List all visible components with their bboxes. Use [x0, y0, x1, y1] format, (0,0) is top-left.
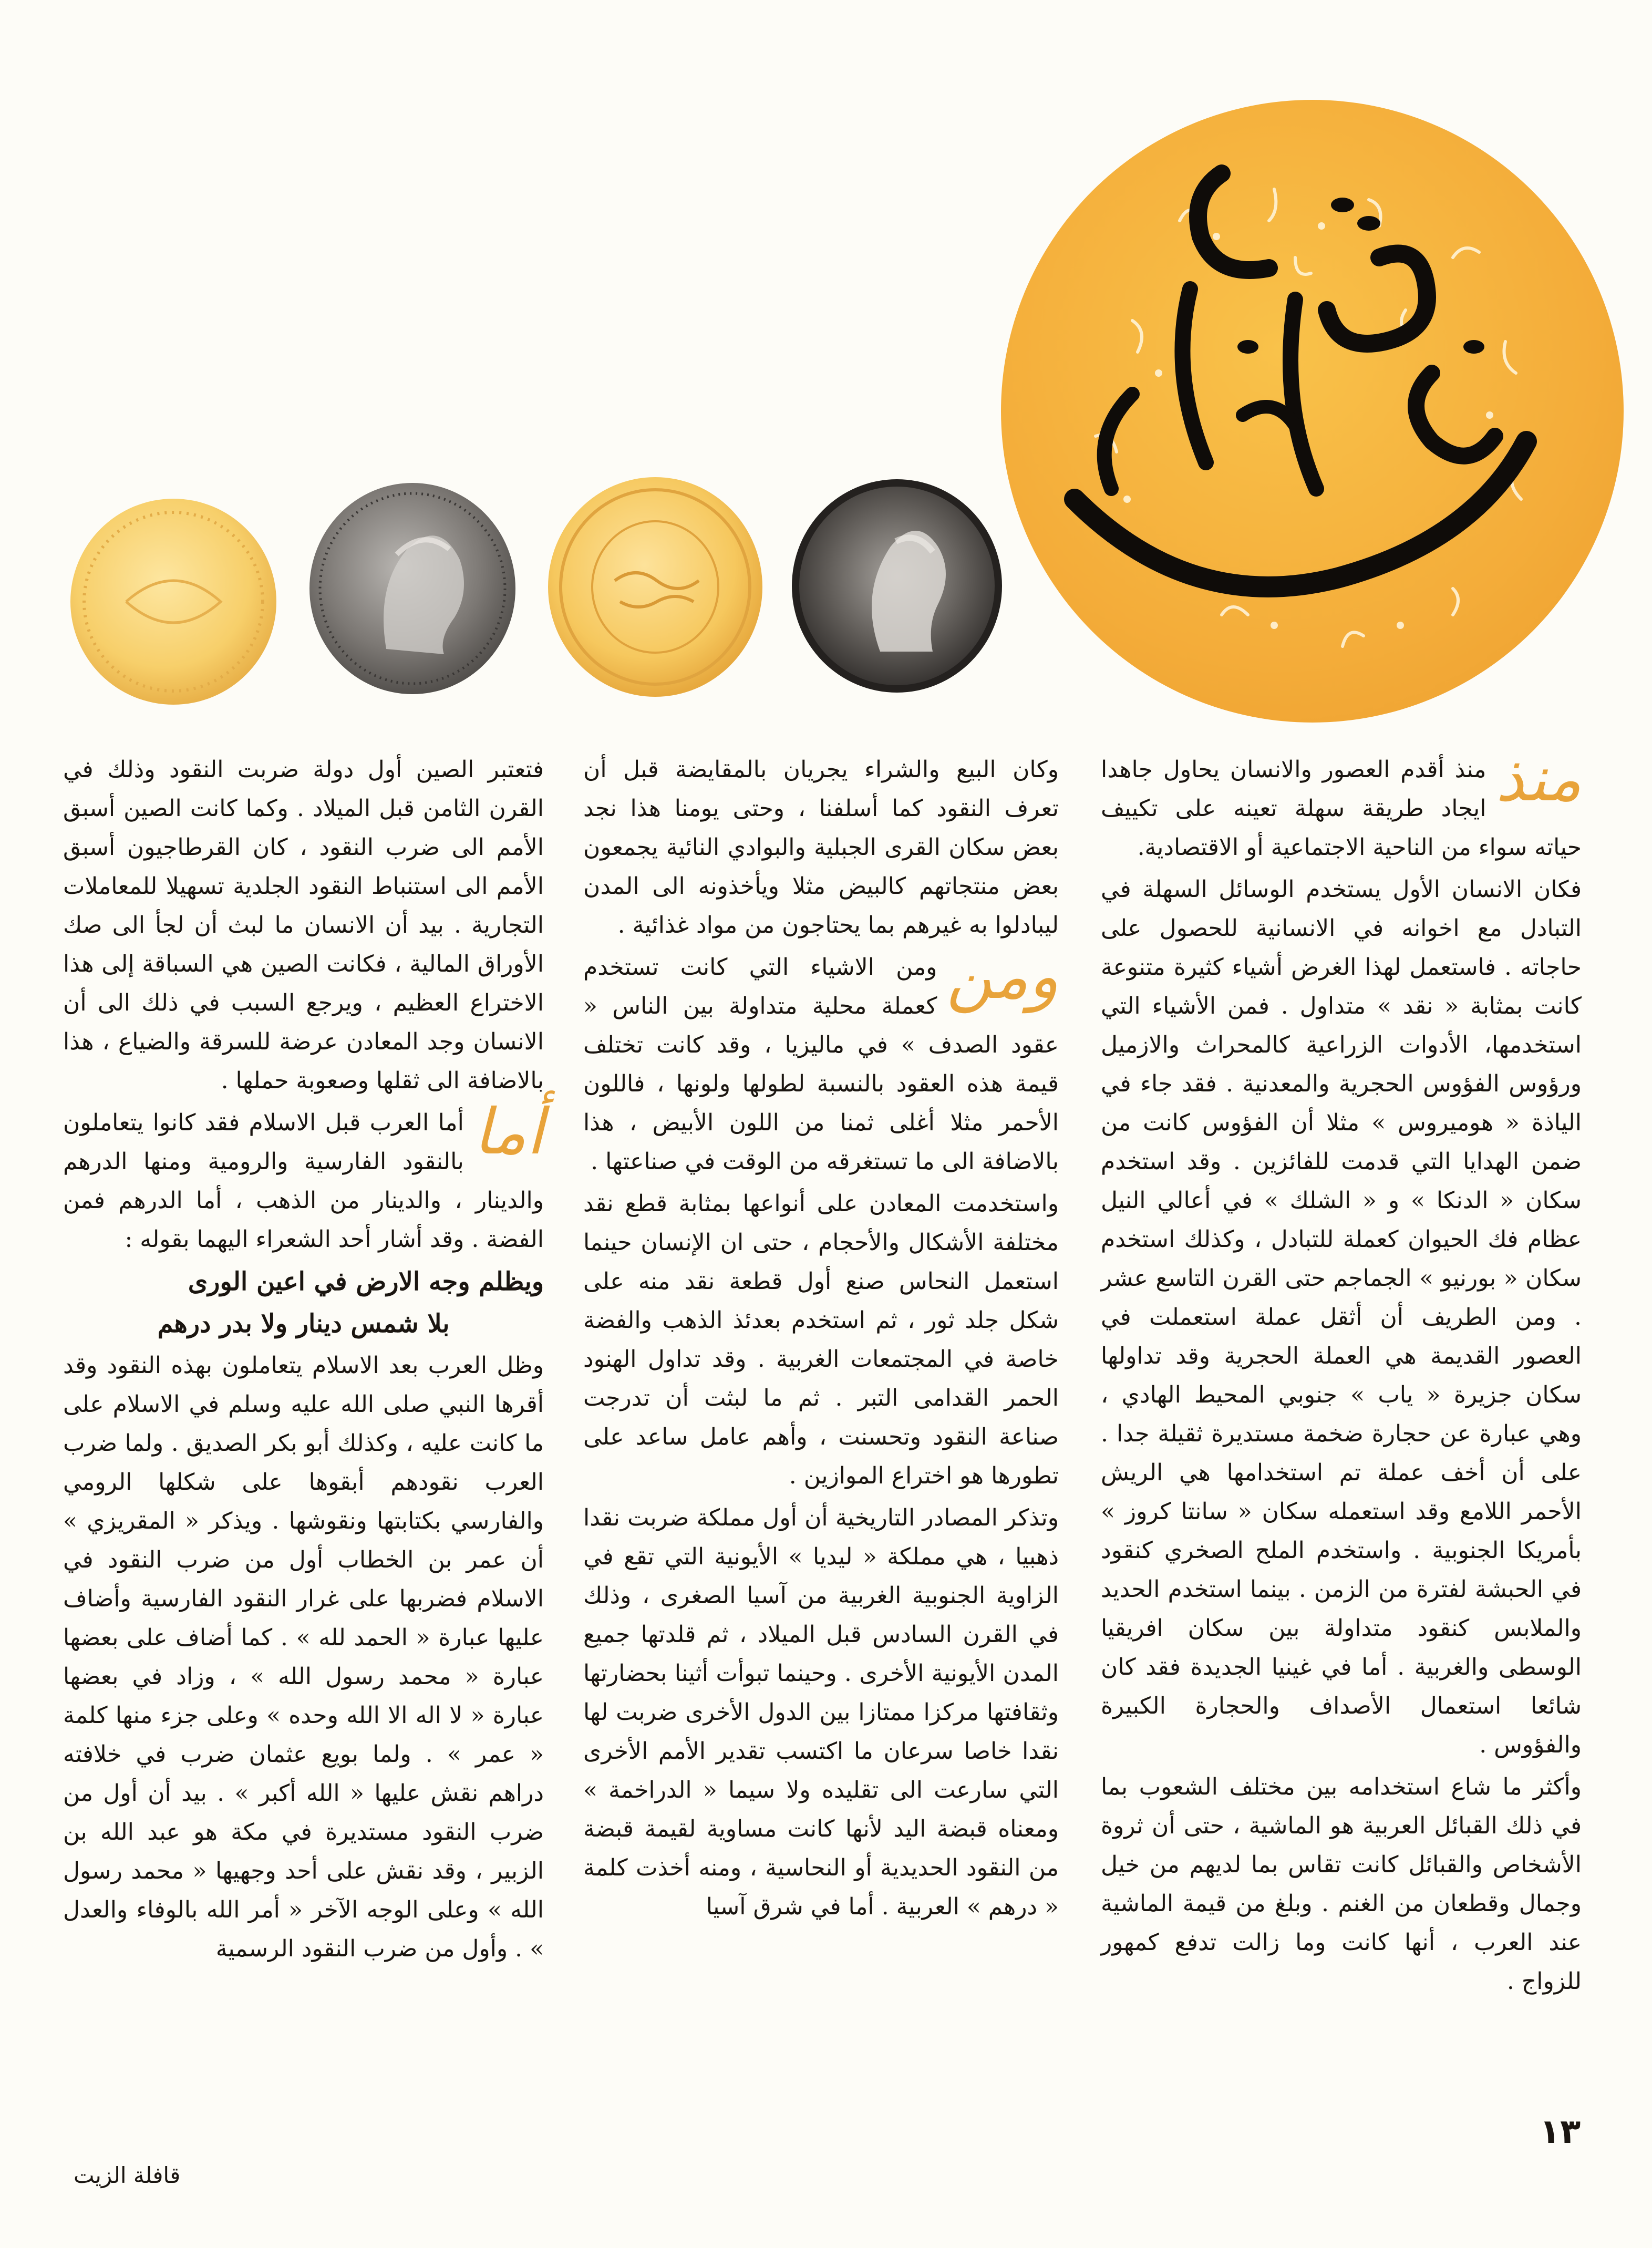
magazine-name: قافلة الزيت [74, 2162, 181, 2188]
dropcap: أما [473, 1096, 544, 1169]
paragraph: وأكثر ما شاع استخدامه بين مختلف الشعوب بما في ذلك القبائل العربية هو الماشية ، حتى أن ثروة الأشخاص والقبائل كانت تقاس بما لديهم من خيل وجمال وقطعان من الغنم . وبلغ من قيمة الماشية عند العرب ، أنها كانت وما زالت تدفع كمهور للزواج . [1101, 1773, 1582, 1995]
poem-verse: بلا شمس دينار ولا بدر درهم [157, 1309, 450, 1338]
title-calligraphy-disc [1001, 100, 1624, 723]
gold-coin-image [68, 497, 278, 707]
silver-coin-head-image [791, 478, 1004, 694]
poem-verse: ويظلم وجه الارض في اعين الورى [188, 1267, 544, 1296]
article-column-left [63, 750, 544, 1972]
dropcap: منذ [1495, 743, 1582, 816]
paragraph: منذ أقدم العصور والانسان يحاول جاهدا ايجاد طريقة سهلة تعينه على تكييف حياته سواء من الناحية الاجتماعية أو الاقتصادية. [1101, 756, 1582, 861]
page-number: ١٣ [1540, 2112, 1581, 2151]
paragraph: ومن الاشياء التي كانت تستخدم كعملة محلية متداولة بين الناس « عقود الصدف » في ماليزيا ، وقد كانت تختلف قيمة هذه العقود بالنسبة لطولها ولونها ، فاللون الأحمر مثلا أغلى ثمنا من اللون الأبيض ، هذا بالاضافة الى ما تستغرقه من الوقت في صناعتها . [583, 954, 1059, 1175]
paragraph: واستخدمت المعادن على أنواعها بمثابة قطع نقد مختلفة الأشكال والأحجام ، حتى ان الإنسان حينما استعمل النحاس صنع أول قطعة نقد منه على شكل جلد ثور ، ثم استخدم بعدئذ الذهب والفضة خاصة في المجتمعات الغربية . وقد تداول الهنود الحمر القدامى التبر . ثم ما لبثت أن تدرجت صناعة النقود وتحسنت ، وأهم عامل ساعد على تطورها هو اختراع الموازين . [583, 1190, 1059, 1489]
paragraph: وتذكر المصادر التاريخية أن أول مملكة ضربت نقدا ذهبيا ، هي مملكة « ليديا » الأيونية التي تقع في الزاوية الجنوبية الغربية من آسيا الصغرى ، وذلك في القرن السادس قبل الميلاد ، ثم قلدتها جميع المدن الأيونية الأخرى . وحينما تبوأت أثينا بحضارتها وثقافتها مركزا ممتازا بين الدول الأخرى ضربت لها نقدا خاصا سرعان ما اكتسب تقدير الأمم الأخرى التي سارعت الى تقليده ولا سيما « الدراخمة » ومعناه قبضة اليد لأنها كانت مساوية لقيمة قبضة من النقود الحديدية أو النحاسية ، ومنه أخذت كلمة « درهم » العربية . أما في شرق آسيا [583, 1504, 1059, 1920]
paragraph: وظل العرب بعد الاسلام يتعاملون بهذه النقود وقد أقرها النبي صلى الله عليه وسلم في الاسلام على ما كانت عليه ، وكذلك أبو بكر الصديق . ولما ضرب العرب نقودهم أبقوها على شكلها الرومي والفارسي بكتابتها ونقوشها . ويذكر « المقريزي » أن عمر بن الخطاب أول من ضرب النقود في الاسلام فضربها على غرار النقود الفارسية وأضاف عليها عبارة « الحمد لله » . كما أضاف على بعضها عبارة « محمد رسول الله » ، وزاد في بعضها عبارة « لا اله الا الله وحده » وعلى جزء منها كلمة « عمر » . ولما بويع عثمان ضرب في خلافته دراهم نقش عليها « الله أكبر » . بيد أن أول من ضرب النقود مستديرة في مكة هو عبد الله بن الزبير ، وقد نقش على أحد وجهيها « محمد رسول الله » وعلى الوجه الآخر « أمر الله بالوفاء والعدل » . وأول من ضرب النقود الرسمية [63, 1352, 544, 1962]
paragraph: فتعتبر الصين أول دولة ضربت النقود وذلك في القرن الثامن قبل الميلاد . وكما كانت الصين أسبق الأمم الى ضرب النقود ، كان القرطاجيون أسبق الأمم الى استنباط النقود الجلدية تسهيلا للمعاملات التجارية . بيد أن الانسان ما لبث أن لجأ الى صك الأوراق المالية ، فكانت الصين هي السباقة إلى هذا الاختراع العظيم ، ويرجع السبب في ذلك الى أن الانسان وجد المعادن عرضة للسرقة والضياع ، هذا بالاضافة الى ثقلها وصعوبة حملها . [63, 756, 544, 1094]
gold-coin-inscription-image [546, 476, 765, 699]
paragraph: أما العرب قبل الاسلام فقد كانوا يتعاملون بالنقود الفارسية والرومية ومنها الدرهم والدينار ، والدينار من الذهب ، أما الدرهم فمن الفضة . وقد أشار أحد الشعراء اليهما بقوله : [63, 1109, 544, 1253]
paragraph: وكان البيع والشراء يجريان بالمقايضة قبل أن تعرف النقود كما أسلفنا ، وحتى يومنا هذا نجد بعض سكان القرى الجبلية والبوادي النائية يجمعون بعض منتجاتهم كالبيض مثلا ويأخذونه الى المدن ليبادلوا به غيرهم بما يحتاجون من مواد غذائية . [583, 756, 1059, 939]
article-column-right [1101, 743, 1582, 2004]
article-column-middle [583, 750, 1059, 1930]
paragraph: فكان الانسان الأول يستخدم الوسائل السهلة في التبادل مع اخوانه في الانسانية للحصول على حاجاته . فاستعمل لهذا الغرض أشياء كثيرة متنوعة كانت بمثابة « نقد » متداول . فمن الأشياء التي استخدمها، الأدوات الزراعية كالمحراث والازميل ورؤوس الفؤوس الحجرية والمعدنية . فقد جاء في الياذة « هوميروس » مثلا أن الفؤوس كانت من ضمن الهدايا التي قدمت للفائزين . وقد استخدم سكان « الدنكا » و « الشلك » في أعالي النيل عظام فك الحيوان كعملة للتبادل ، وكذلك استخدم سكان « بورنيو » الجماجم حتى القرن التاسع عشر . ومن الطريف أن أثقل عملة استعملت في العصور القديمة هي العملة الحجرية وقد تداولها سكان جزيرة « ياب » جنوبي المحيط الهادي ، وهي عبارة عن حجارة ضخمة مستديرة ثقيلة جدا . على أن أخف عملة تم استخدامها هي الريش الأحمر اللامع وقد استعمله سكان « سانتا كروز » بأمريكا الجنوبية . واستخدم الملح الصخري كنقود في الحبشة لفترة من الزمن . بينما استخدم الحديد والملابس كنقود متداولة بين سكان افريقيا الوسطى والغربية . أما في غينيا الجديدة فقد كان شائعا استعمال الأصداف والحجارة الكبيرة والفؤوس . [1101, 876, 1582, 1758]
calligraphy-artwork [1001, 100, 1624, 723]
dropcap: ومن [946, 940, 1059, 1013]
silver-coin-portrait-image [307, 481, 518, 696]
